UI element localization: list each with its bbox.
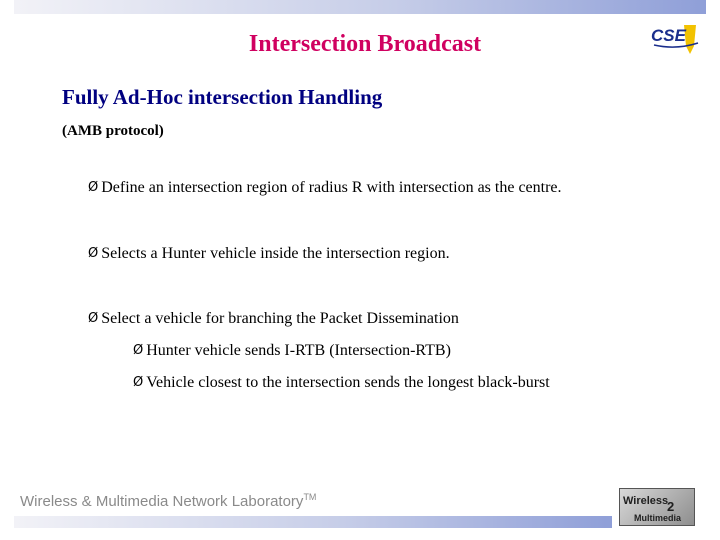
top-gradient-bar	[14, 0, 706, 14]
w2m-logo-line1: Wireless	[623, 495, 669, 507]
bullet-item	[88, 179, 562, 197]
w2m-logo-line2: Multimedia	[634, 513, 682, 523]
bullet-text: Define an intersection region of radius R with intersection as the centre.	[101, 179, 562, 196]
footer-lab-name	[20, 492, 316, 510]
sub-bullet-item	[133, 374, 550, 392]
sub-bullet-text: Hunter vehicle sends I-RTB (Intersection-RTB)	[146, 342, 451, 359]
w2m-logo	[619, 488, 695, 526]
bottom-gradient-bar	[14, 516, 612, 528]
protocol-subheading: (AMB protocol)	[62, 123, 164, 139]
bullet-text: Select a vehicle for branching the Packet Dissemination	[101, 310, 459, 327]
bullet-text: Selects a Hunter vehicle inside the intersection region.	[101, 245, 450, 262]
bullet-item	[88, 310, 459, 328]
arrow-bullet-icon: Ø	[88, 180, 99, 195]
section-heading: Fully Ad-Hoc intersection Handling	[62, 85, 383, 109]
slide-title: Intersection Broadcast	[248, 31, 482, 57]
arrow-bullet-icon: Ø	[88, 246, 99, 261]
trademark-symbol: TM	[303, 492, 317, 502]
arrow-bullet-icon: Ø	[88, 311, 99, 326]
sub-bullet-item	[133, 342, 451, 360]
arrow-bullet-icon: Ø	[133, 343, 144, 358]
bullet-item	[88, 245, 450, 263]
lab-name-text: Wireless & Multimedia Network Laboratory	[20, 493, 304, 510]
cse-logo	[650, 22, 702, 56]
w2m-logo-graphic	[620, 489, 694, 525]
cse-logo-text: CSE	[651, 26, 686, 45]
arrow-bullet-icon: Ø	[133, 375, 144, 390]
sub-bullet-text: Vehicle closest to the intersection sends the longest black-burst	[146, 374, 550, 391]
w2m-logo-2: 2	[667, 499, 675, 514]
